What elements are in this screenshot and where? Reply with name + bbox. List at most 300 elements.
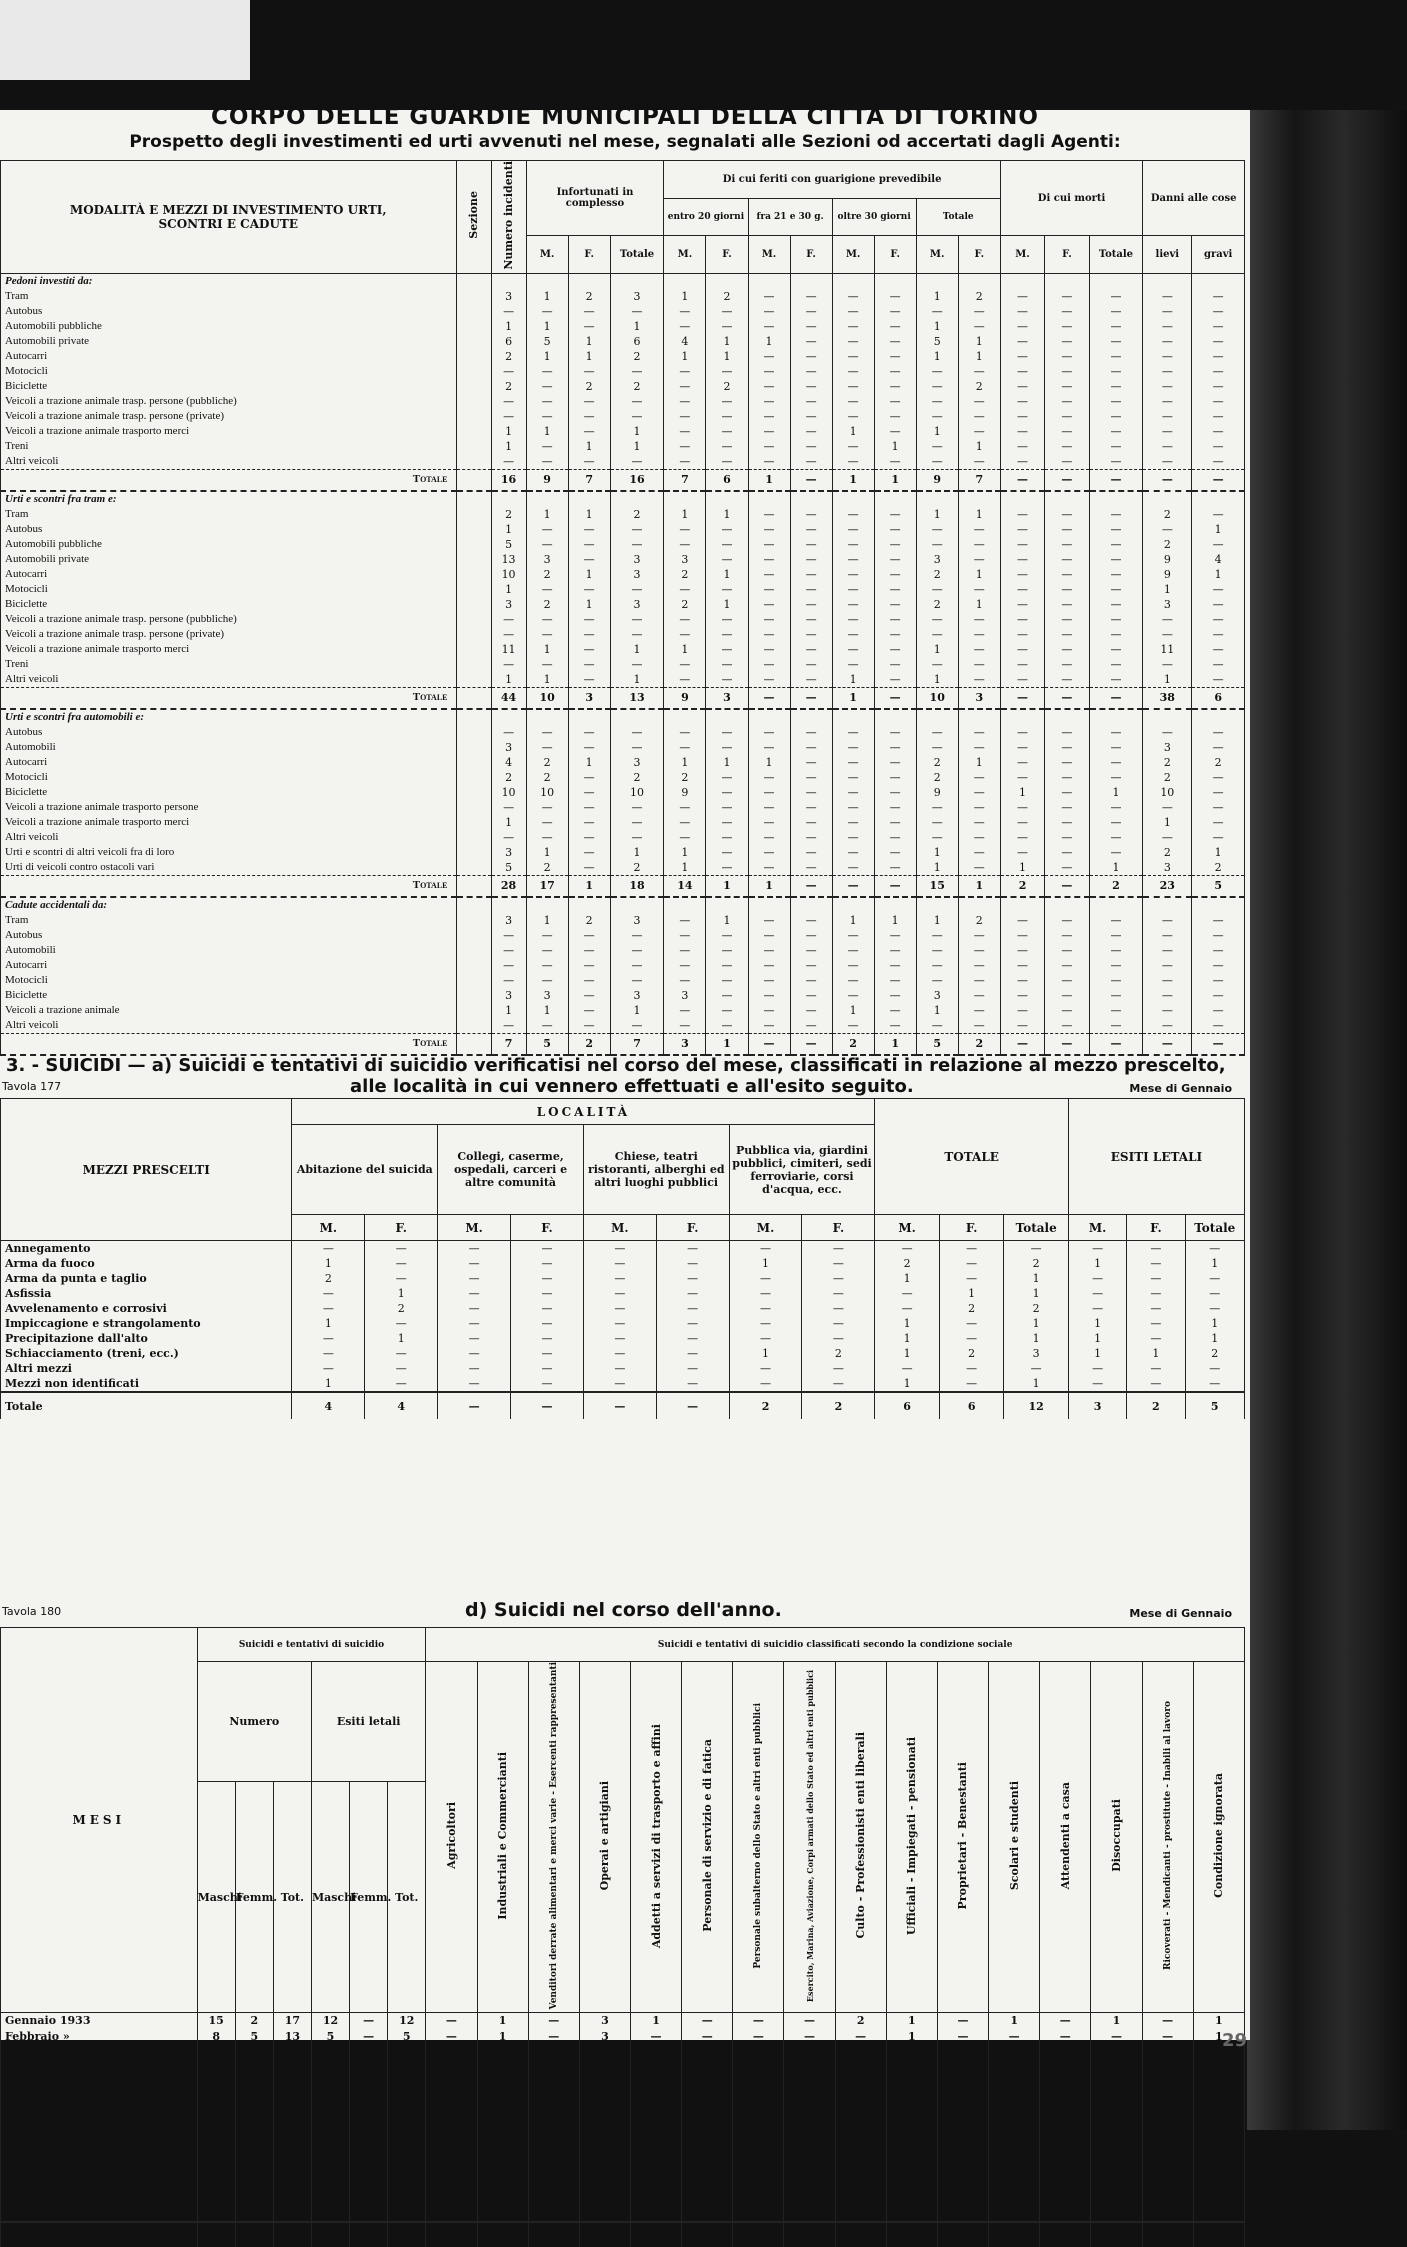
cell: 8 (197, 2157, 235, 2173)
cell: — (1089, 469, 1143, 491)
cell: — (511, 1316, 584, 1331)
cell: — (832, 1018, 874, 1034)
cell: — (748, 657, 790, 672)
cell: — (835, 2109, 886, 2125)
cell: — (630, 2045, 681, 2061)
cell: 6 (235, 2045, 273, 2061)
row-label: Schiacciamento (treni, ecc.) (1, 1346, 292, 1361)
cell (790, 491, 832, 507)
cell (456, 424, 491, 439)
cell: 5 (579, 2093, 630, 2109)
cell: 1 (610, 672, 664, 688)
cell: 2 (729, 1392, 802, 1419)
cell: 5 (916, 1033, 958, 1055)
cell: — (1045, 454, 1089, 470)
hdr-m: M. (1000, 236, 1044, 274)
cell: — (1089, 424, 1143, 439)
cell: — (832, 928, 874, 943)
cell: 3 (491, 845, 526, 860)
cell: — (630, 2141, 681, 2157)
cell: 2 (568, 1033, 610, 1055)
table-row (1, 860, 1245, 876)
cell: — (477, 2173, 528, 2189)
suicidi-localita-table (0, 1098, 1245, 1419)
cell: — (526, 537, 568, 552)
cell: 1 (664, 642, 706, 657)
cell: — (365, 1256, 438, 1271)
table-row (1, 845, 1245, 860)
row-label: Precipitazione dall'alto (1, 1331, 292, 1346)
cell: — (583, 1316, 656, 1331)
cell: — (790, 860, 832, 876)
cell: — (1000, 522, 1044, 537)
cell: — (1127, 1241, 1185, 1257)
cell: — (1185, 1376, 1244, 1392)
cell: 1 (748, 755, 790, 770)
total-row (1, 469, 1245, 491)
cell: — (958, 800, 1000, 815)
cell (456, 394, 491, 409)
cell (456, 800, 491, 815)
cell: 16 (197, 2061, 235, 2077)
cell: 8 (311, 2045, 349, 2061)
cell: 5 (235, 2173, 273, 2189)
cell: — (682, 2109, 733, 2125)
cell: — (748, 913, 790, 928)
cell: — (477, 2205, 528, 2222)
investimenti-body (1, 273, 1245, 1055)
cell (456, 740, 491, 755)
cell: — (1089, 815, 1143, 830)
cell: — (664, 958, 706, 973)
cell: — (1000, 379, 1044, 394)
cell: — (874, 567, 916, 582)
cell: — (1000, 552, 1044, 567)
cell: — (1091, 2222, 1142, 2247)
cell: 1 (526, 319, 568, 334)
cell: 4 (1192, 552, 1245, 567)
cell: 3 (579, 2013, 630, 2030)
cell: — (1089, 913, 1143, 928)
row-label: Veicoli a trazione animale (1, 1003, 457, 1018)
cell: — (958, 612, 1000, 627)
cell: — (426, 2157, 477, 2173)
cell: — (511, 1361, 584, 1376)
cell: — (664, 409, 706, 424)
cell: — (1192, 770, 1245, 785)
cell: — (875, 1301, 940, 1316)
cell: — (729, 1361, 802, 1376)
hdr-tot: Tot. (388, 1782, 426, 2013)
cell: — (874, 860, 916, 876)
cell: — (790, 928, 832, 943)
cell: — (1192, 454, 1245, 470)
cell: 18 (610, 875, 664, 897)
cell: 1 (1068, 1346, 1126, 1361)
cell: 5 (311, 2173, 349, 2189)
cell: — (958, 845, 1000, 860)
cell: — (1127, 1331, 1185, 1346)
cell: — (1089, 1003, 1143, 1018)
cell: — (790, 507, 832, 522)
cell: — (1045, 289, 1089, 304)
cell: 1 (835, 2077, 886, 2093)
cell: — (1000, 409, 1044, 424)
cell: — (1192, 740, 1245, 755)
cell: — (630, 2173, 681, 2189)
cell: 44 (491, 687, 526, 709)
cell: — (526, 1018, 568, 1034)
cell: 2 (1000, 875, 1044, 897)
cell: — (630, 2029, 681, 2045)
cell: — (790, 988, 832, 1003)
cell: 17 (273, 2061, 311, 2077)
cell: — (832, 755, 874, 770)
cell: 13 (273, 2109, 311, 2125)
cell: — (989, 2061, 1040, 2077)
cell: — (610, 928, 664, 943)
cell: 7 (311, 2125, 349, 2141)
cell: — (874, 830, 916, 845)
cell: — (706, 1003, 748, 1018)
cell: 3 (526, 988, 568, 1003)
row-label: Automobili private (1, 334, 457, 349)
cell: 1 (477, 2013, 528, 2030)
cond-3: Operai e artigiani (579, 1662, 630, 2013)
cell: — (1040, 2222, 1091, 2247)
cell: — (682, 2077, 733, 2093)
cell: 3 (579, 2029, 630, 2045)
cell: 1 (1192, 522, 1245, 537)
cell: — (526, 725, 568, 740)
cell: — (1142, 2205, 1193, 2222)
cell: — (802, 1361, 875, 1376)
cell: — (706, 612, 748, 627)
cell (874, 709, 916, 725)
cell: — (1040, 2109, 1091, 2125)
cell: 1 (706, 875, 748, 897)
col-numero: Numero (197, 1662, 311, 1782)
cell: — (1000, 1033, 1044, 1055)
cell: 5 (526, 1033, 568, 1055)
cell: 2 (235, 2141, 273, 2157)
cell: 7 (579, 2222, 630, 2247)
row-label: Mezzi non identificati (1, 1376, 292, 1392)
cell: — (706, 725, 748, 740)
cell: 10 (1143, 785, 1192, 800)
cell: 1 (706, 334, 748, 349)
cell: — (1000, 913, 1044, 928)
cell (526, 709, 568, 725)
cell: 3 (1068, 1392, 1126, 1419)
cell: 2 (1143, 845, 1192, 860)
cell: 5 (526, 334, 568, 349)
cell: — (350, 2157, 388, 2173)
cell: — (832, 740, 874, 755)
cell: — (350, 2141, 388, 2157)
cell: — (583, 1241, 656, 1257)
cell: — (958, 552, 1000, 567)
cell: — (1089, 349, 1143, 364)
cell (456, 913, 491, 928)
cell: — (568, 845, 610, 860)
cell: — (958, 725, 1000, 740)
cell (916, 273, 958, 289)
cell: — (916, 627, 958, 642)
row-label: Gennaio 1934 (1, 2205, 198, 2222)
table-row (1, 394, 1245, 409)
cell: — (365, 1346, 438, 1361)
hdr-tot: Totale (1185, 1215, 1244, 1241)
cell: — (426, 2173, 477, 2189)
cell: — (832, 394, 874, 409)
cell (568, 491, 610, 507)
cell: 17 (273, 2013, 311, 2030)
hdr-m: M. (664, 236, 706, 274)
cell: — (790, 958, 832, 973)
cell (456, 657, 491, 672)
cell: — (1045, 860, 1089, 876)
cell: 8 (579, 2173, 630, 2189)
cell: — (832, 364, 874, 379)
row-label: Cadute accidentali da: (1, 897, 457, 913)
cell: — (958, 770, 1000, 785)
cell: — (886, 2077, 937, 2093)
cell: — (1091, 2173, 1142, 2189)
cell: 1 (729, 1346, 802, 1361)
cell: — (1142, 2189, 1193, 2205)
cell: — (1089, 800, 1143, 815)
cell: — (1127, 1376, 1185, 1392)
cell: — (706, 642, 748, 657)
group-row (1, 273, 1245, 289)
cell: — (937, 2013, 988, 2030)
cell: — (583, 1301, 656, 1316)
cell: — (958, 1003, 1000, 1018)
cell: — (1089, 988, 1143, 1003)
cell: 1 (579, 2077, 630, 2093)
cell (456, 687, 491, 709)
table-row (1, 2077, 1245, 2093)
cell: 3 (491, 740, 526, 755)
cell: 6 (311, 2189, 349, 2205)
cell: — (1000, 642, 1044, 657)
suicidi-section (0, 1055, 1250, 1419)
cell: — (610, 304, 664, 319)
cell: 1 (526, 913, 568, 928)
cell: 1 (706, 507, 748, 522)
cell: — (1068, 1271, 1126, 1286)
cell: — (1040, 2061, 1091, 2077)
cell: — (426, 2029, 477, 2045)
cell: — (568, 642, 610, 657)
cell (456, 725, 491, 740)
cell: 1 (568, 567, 610, 582)
cell: — (1143, 522, 1192, 537)
cell: — (1000, 394, 1044, 409)
cell (456, 582, 491, 597)
table-row (1, 567, 1245, 582)
cell: — (874, 1018, 916, 1034)
row-label: Ottobre » (1, 2157, 198, 2173)
cell: — (1185, 1286, 1244, 1301)
cell: — (790, 770, 832, 785)
row-label: Tram (1, 289, 457, 304)
cell: — (886, 2109, 937, 2125)
cell: — (733, 2141, 784, 2157)
cell: — (1143, 627, 1192, 642)
investimenti-table-wrap (0, 160, 1250, 1056)
cell: — (1089, 1033, 1143, 1055)
cell: — (1193, 2093, 1244, 2109)
cell: — (1089, 439, 1143, 454)
row-label: Treni (1, 439, 457, 454)
cell: — (630, 2109, 681, 2125)
cell: — (802, 1241, 875, 1257)
cell: 15 (197, 2013, 235, 2030)
cell: — (1004, 1241, 1069, 1257)
cell: — (526, 454, 568, 470)
cell: — (748, 537, 790, 552)
cell: — (526, 612, 568, 627)
cell: — (1089, 755, 1143, 770)
cell: — (610, 943, 664, 958)
cell: — (835, 2125, 886, 2141)
cell: — (1142, 2029, 1193, 2045)
cell (1000, 709, 1044, 725)
group-row (1, 897, 1245, 913)
suicidi-anno-table (0, 1627, 1245, 2247)
cell (1192, 273, 1245, 289)
cell: — (937, 2173, 988, 2189)
cell: — (784, 2077, 835, 2093)
cell: — (790, 567, 832, 582)
row-label: Veicoli a trazione animale trasporto persone (1, 800, 457, 815)
cell: 1 (350, 2061, 388, 2077)
page-number: 29 (1221, 2030, 1247, 2051)
cell: — (1045, 612, 1089, 627)
cell: — (1143, 800, 1192, 815)
cell: — (526, 439, 568, 454)
hdr-m: M. (1068, 1215, 1126, 1241)
cell: — (1000, 454, 1044, 470)
cell: 1 (874, 1033, 916, 1055)
cell: — (610, 740, 664, 755)
cell: — (835, 2205, 886, 2222)
cell: — (874, 785, 916, 800)
cell: 2 (610, 379, 664, 394)
table-row (1, 1241, 1245, 1257)
cell: — (1000, 725, 1044, 740)
cell: — (958, 860, 1000, 876)
cell: — (526, 958, 568, 973)
cell: 2 (292, 1271, 365, 1286)
cell: 1 (958, 875, 1000, 897)
cell: 1 (958, 597, 1000, 612)
cell: — (477, 2222, 528, 2247)
suicidi-anno-title: d) Suicidi nel corso dell'anno. (465, 1599, 782, 1621)
cell: 5 (1192, 875, 1245, 897)
hdr-m: M. (748, 236, 790, 274)
cell: 1 (526, 289, 568, 304)
cell: 1 (568, 334, 610, 349)
cell (456, 627, 491, 642)
cell: — (438, 1376, 511, 1392)
cell: 7 (388, 2125, 426, 2141)
cell: — (1142, 2061, 1193, 2077)
row-label: Autocarri (1, 958, 457, 973)
cell: 9 (916, 785, 958, 800)
cell: 3 (311, 2222, 349, 2247)
cell: — (832, 800, 874, 815)
cell: — (733, 2173, 784, 2189)
cell: 1 (706, 349, 748, 364)
cell: — (610, 409, 664, 424)
cell: — (706, 364, 748, 379)
cell: — (790, 349, 832, 364)
cell: — (1089, 567, 1143, 582)
cell: — (989, 2173, 1040, 2189)
hdr-tot: Totale (1004, 1215, 1069, 1241)
cell: — (1089, 973, 1143, 988)
cell: — (748, 364, 790, 379)
cell: — (1040, 2173, 1091, 2189)
cell: — (1089, 627, 1143, 642)
cell: — (832, 537, 874, 552)
cell (1192, 897, 1245, 913)
cell: 9 (526, 469, 568, 491)
cell: 13 (273, 2029, 311, 2045)
cell: — (1143, 958, 1192, 973)
cell: 1 (292, 1376, 365, 1392)
cell: 1 (664, 289, 706, 304)
cell: — (916, 522, 958, 537)
row-label: Marzo » (1, 2045, 198, 2061)
cell: — (664, 364, 706, 379)
table-row (1, 319, 1245, 334)
cell: — (832, 657, 874, 672)
cell: 7 (579, 2205, 630, 2222)
cell (610, 491, 664, 507)
cell: 1 (526, 672, 568, 688)
cell: — (939, 1331, 1004, 1346)
cell: — (958, 943, 1000, 958)
cell: 7 (958, 469, 1000, 491)
cell: 13 (610, 687, 664, 709)
cell: — (1091, 2061, 1142, 2077)
cell: — (958, 454, 1000, 470)
cell: — (1040, 2189, 1091, 2205)
cell: 2 (311, 2093, 349, 2109)
cell: 1 (1143, 672, 1192, 688)
cell: — (1045, 304, 1089, 319)
cell: — (292, 1331, 365, 1346)
cell: 4 (664, 334, 706, 349)
cell: — (1000, 973, 1044, 988)
cell: 6 (311, 2141, 349, 2157)
row-label: Agosto » (1, 2125, 198, 2141)
cell: 1 (916, 860, 958, 876)
cell: — (748, 928, 790, 943)
cell: — (1000, 597, 1044, 612)
cell: — (832, 507, 874, 522)
cell (664, 709, 706, 725)
cell: — (1143, 1003, 1192, 1018)
cell: — (350, 2093, 388, 2109)
cell (664, 897, 706, 913)
cell (456, 439, 491, 454)
cell: — (656, 1301, 729, 1316)
